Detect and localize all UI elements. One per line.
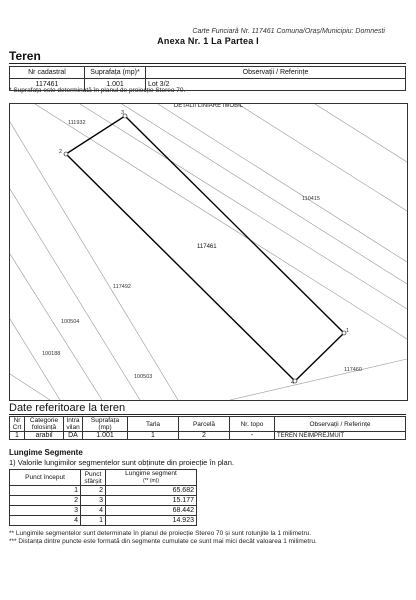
date-teren-title: Date referitoare la teren xyxy=(9,402,126,414)
cell-start: 2 xyxy=(10,496,81,506)
neighbour-line xyxy=(10,122,178,400)
anexa-title: Anexa Nr. 1 La Partea I xyxy=(157,36,259,46)
lungime-subtitle: 1) Valorile lungimilor segmentelor sunt obținute din proiecție în plan. xyxy=(9,458,234,467)
table-row xyxy=(10,432,406,440)
teren-title: Teren xyxy=(9,49,41,63)
col-nr-crt: Nr Crt xyxy=(10,417,25,432)
parcel-label-117461: 117461 xyxy=(197,244,217,250)
table-row xyxy=(10,506,197,516)
col-suprafata: Suprafața (mp)* xyxy=(85,67,146,79)
lungime-title: Lungime Segmente xyxy=(9,448,83,457)
table-row xyxy=(10,486,197,496)
cell-start: 4 xyxy=(10,516,81,526)
cell-len: 15.177 xyxy=(106,496,197,506)
table-header-row xyxy=(10,470,197,486)
parcel-map xyxy=(9,103,408,401)
table-header-row xyxy=(10,417,406,432)
neighbour-boundaries xyxy=(10,104,407,400)
neighbour-line xyxy=(10,254,102,400)
neighbour-label-117460: 117460 xyxy=(344,367,362,373)
cell-end: 4 xyxy=(81,506,106,516)
point-label: 1 xyxy=(346,328,350,334)
cell-len: 68.442 xyxy=(106,506,197,516)
cell-start: 1 xyxy=(10,486,81,496)
col-categorie: Categorie folosință xyxy=(25,417,64,432)
vertex-marker xyxy=(64,152,68,156)
col-punct-inceput: Punct început xyxy=(10,470,81,486)
teren-note: * Suprafața este determinată în planul de proiecție Stereo 70. xyxy=(9,87,186,94)
neighbour-label-100503: 100503 xyxy=(134,374,153,380)
neighbour-line xyxy=(10,189,140,400)
lungime-table xyxy=(9,469,197,526)
neighbour-label-100504: 100504 xyxy=(61,319,80,325)
neighbour-line xyxy=(10,319,60,400)
map-title: DETALII LINIARE IMOBIL xyxy=(173,103,244,109)
date-teren-table xyxy=(9,416,406,440)
col-parcela: Parcelă xyxy=(179,417,230,432)
cell-len: 65.682 xyxy=(106,486,197,496)
cell-end: 1 xyxy=(81,516,106,526)
neighbour-line xyxy=(10,374,50,400)
col-tarla: Tarla xyxy=(128,417,179,432)
col-observatii: Observații / Referințe xyxy=(146,67,406,79)
cell-end: 2 xyxy=(81,486,106,496)
date-teren-divider xyxy=(9,414,406,415)
lungime-note-2: *** Distanța dintre puncte este formată din segmente cumulate ce sunt mai mici decât valoarea 1 milimetru. xyxy=(9,538,317,545)
col-lungime-unit: (** (m)) xyxy=(142,478,160,484)
col-observatii: Observații / Referințe xyxy=(275,417,406,432)
col-intravilan: Intra vilan xyxy=(64,417,83,432)
neighbour-line xyxy=(122,104,407,284)
neighbour-line xyxy=(80,104,407,309)
point-label: 2 xyxy=(59,149,63,155)
col-lungime-label: Lungime segment xyxy=(125,470,177,477)
neighbour-line xyxy=(230,359,407,400)
neighbour-label-100188: 100188 xyxy=(42,351,61,357)
cell-end: 3 xyxy=(81,496,106,506)
parcel-map-drawing xyxy=(10,104,407,400)
neighbour-label-111932: 111932 xyxy=(68,120,86,126)
cell-start: 3 xyxy=(10,506,81,516)
cell-suprafata: 1.001 xyxy=(83,432,128,440)
neighbour-label-110415: 110415 xyxy=(302,196,320,202)
cell-nr: 1 xyxy=(10,432,25,440)
point-label: 4 xyxy=(291,380,295,386)
cell-parcela: 2 xyxy=(179,432,230,440)
table-header-row xyxy=(10,67,406,79)
cell-nr-cadastral: 117461 xyxy=(10,79,85,91)
col-nr-cadastral: Nr cadastral xyxy=(10,67,85,79)
col-lungime xyxy=(106,470,197,486)
cell-intravilan: DA xyxy=(64,432,83,440)
cell-categorie: arabil xyxy=(25,432,64,440)
cell-observatii: Lot 3/2 xyxy=(146,79,406,91)
lungime-note-1: ** Lungimile segmentelor sunt determinate în planul de proiecție Stereo 70 și sunt rotunjite la 1 milimetru. xyxy=(9,530,312,537)
neighbour-line xyxy=(315,104,407,162)
col-suprafata: Suprafața (mp) xyxy=(83,417,128,432)
neighbour-line xyxy=(238,104,407,211)
teren-divider xyxy=(9,63,406,64)
carte-funciara-header: Carte Funciară Nr. 117461 Comuna/Oraș/Municipiu: Domnesti xyxy=(192,28,385,35)
cell-tarla: 1 xyxy=(128,432,179,440)
point-label: 3 xyxy=(121,110,125,116)
col-punct-sfarsit: Punct sfârșit xyxy=(81,470,106,486)
cell-nr-topo: - xyxy=(230,432,275,440)
neighbour-line xyxy=(158,104,407,262)
cell-len: 14.923 xyxy=(106,516,197,526)
table-row xyxy=(10,496,197,506)
neighbour-line xyxy=(35,104,407,339)
table-row xyxy=(10,516,197,526)
cell-suprafata: 1.001 xyxy=(85,79,146,91)
neighbour-label-117492: 117492 xyxy=(113,284,131,290)
cell-observatii: TEREN NEIMPREJMUIT xyxy=(275,432,406,440)
col-nr-topo: Nr. topo xyxy=(230,417,275,432)
